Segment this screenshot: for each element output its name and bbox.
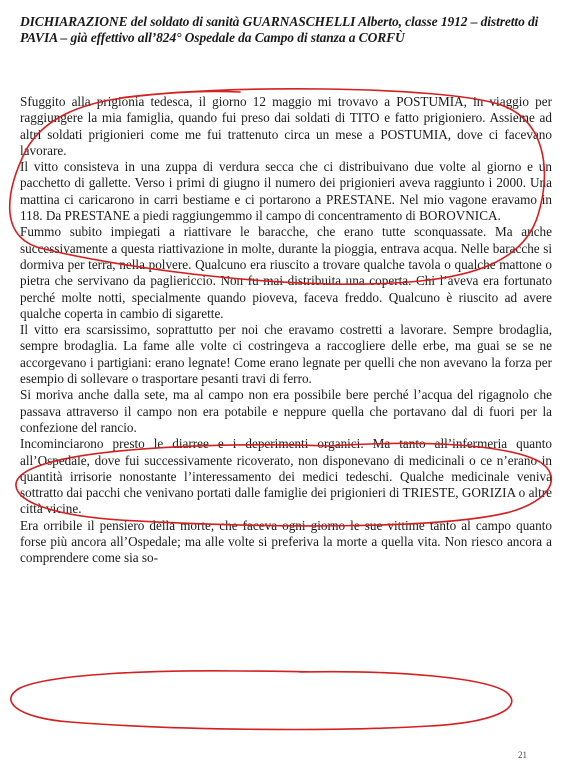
paragraph-5: Si moriva anche dalla sete, ma al campo non era possibile bere perché l’acqua del rigagnolo che passava attraverso il campo non era potabile e neppure quella che portavano dal di fuori per la confezione del rancio. <box>20 387 552 435</box>
paragraph-7: Era orribile il pensiero della morte, che faceva ogni giorno le sue vittime tanto al campo quanto forse più ancora all’Ospedale; ma alle volte si preferiva la morte a quella vita. Non riesco ancora a comprendere come sia so- <box>20 517 552 566</box>
page-number: 21 <box>518 750 527 760</box>
document-title: DICHIARAZIONE del soldato di sanità GUARNASCHELLI Alberto, classe 1912 – distretto di PAVIA – già effettivo all’824° Ospedale da Campo di stanza a CORFÙ <box>20 14 539 45</box>
paragraph-2: Il vitto consisteva in una zuppa di verdura secca che ci distribuivano due volte al giorno e un pacchetto di gallette. Verso i primi di giugno il numero dei prigionieri aveva raggiunto i 2000. Una mattina ci caricarono in carri bestiame e ci portarono a PRESTANE. Nel mio vagone eravamo in 118. Da PRESTANE a piedi raggiungemmo il campo di concentramento di BOROVNICA. <box>20 159 552 224</box>
paragraph-3: Fummo subito impiegati a riattivare le baracche, che erano tutte sconquassate. Ma anche successivamente a questa riattivazione in molte, durante la pioggia, entrava acqua. Nelle baracche si dormiva per terra, nella polvere. Qualcuno era riuscito a trovare qualche tavola o qualche mattone o pietra che servivano da pagliericcio. Non fu mai distribuita una coperta. Chi l’aveva era fortunato perché molte notti, specialmente quando pioveva, faceva freddo. Qualcuno è riuscito ad avere qualche coperta in cambio di sigarette. <box>20 224 552 321</box>
annotation-circle-3 <box>11 671 512 730</box>
paragraph-6: Incominciarono presto le diarree e i deperimenti organici. Ma tanto all’infermeria quanto all’Ospedale, dove fui successivamente ricoverato, non disponevano di medicinali o ce n’erano in quantità irrisorie nonostante l’interessamento dei medici tedeschi. Qualche medicinale veniva sottratto dai pacchi che venivano portati dalle famiglie dei prigionieri di TRIESTE, GORIZIA o altre città vicine. <box>20 436 552 517</box>
document-body <box>20 94 552 567</box>
paragraph-4: Il vitto era scarsissimo, soprattutto per noi che eravamo costretti a lavorare. Sempre brodaglia, sempre brodaglia. La fame alle volte ci costringeva a raccogliere delle erbe, ma guai se se ne accorgevano i partigiani: erano legnate! Come erano legnate per quelli che non avevano la forza per esempio di sollevare o trasportare pesanti travi di ferro. <box>20 322 552 387</box>
paragraph-1: Sfuggito alla prigionia tedesca, il giorno 12 maggio mi trovavo a POSTUMIA, in viaggio per raggiungere la mia famiglia, quando fui preso dai soldati di TITO e fatto prigioniero. Assieme ad altri soldati prigionieri come me fui trattenuto circa un mese a POSTUMIA, dove ci facevano lavorare. <box>20 94 552 158</box>
